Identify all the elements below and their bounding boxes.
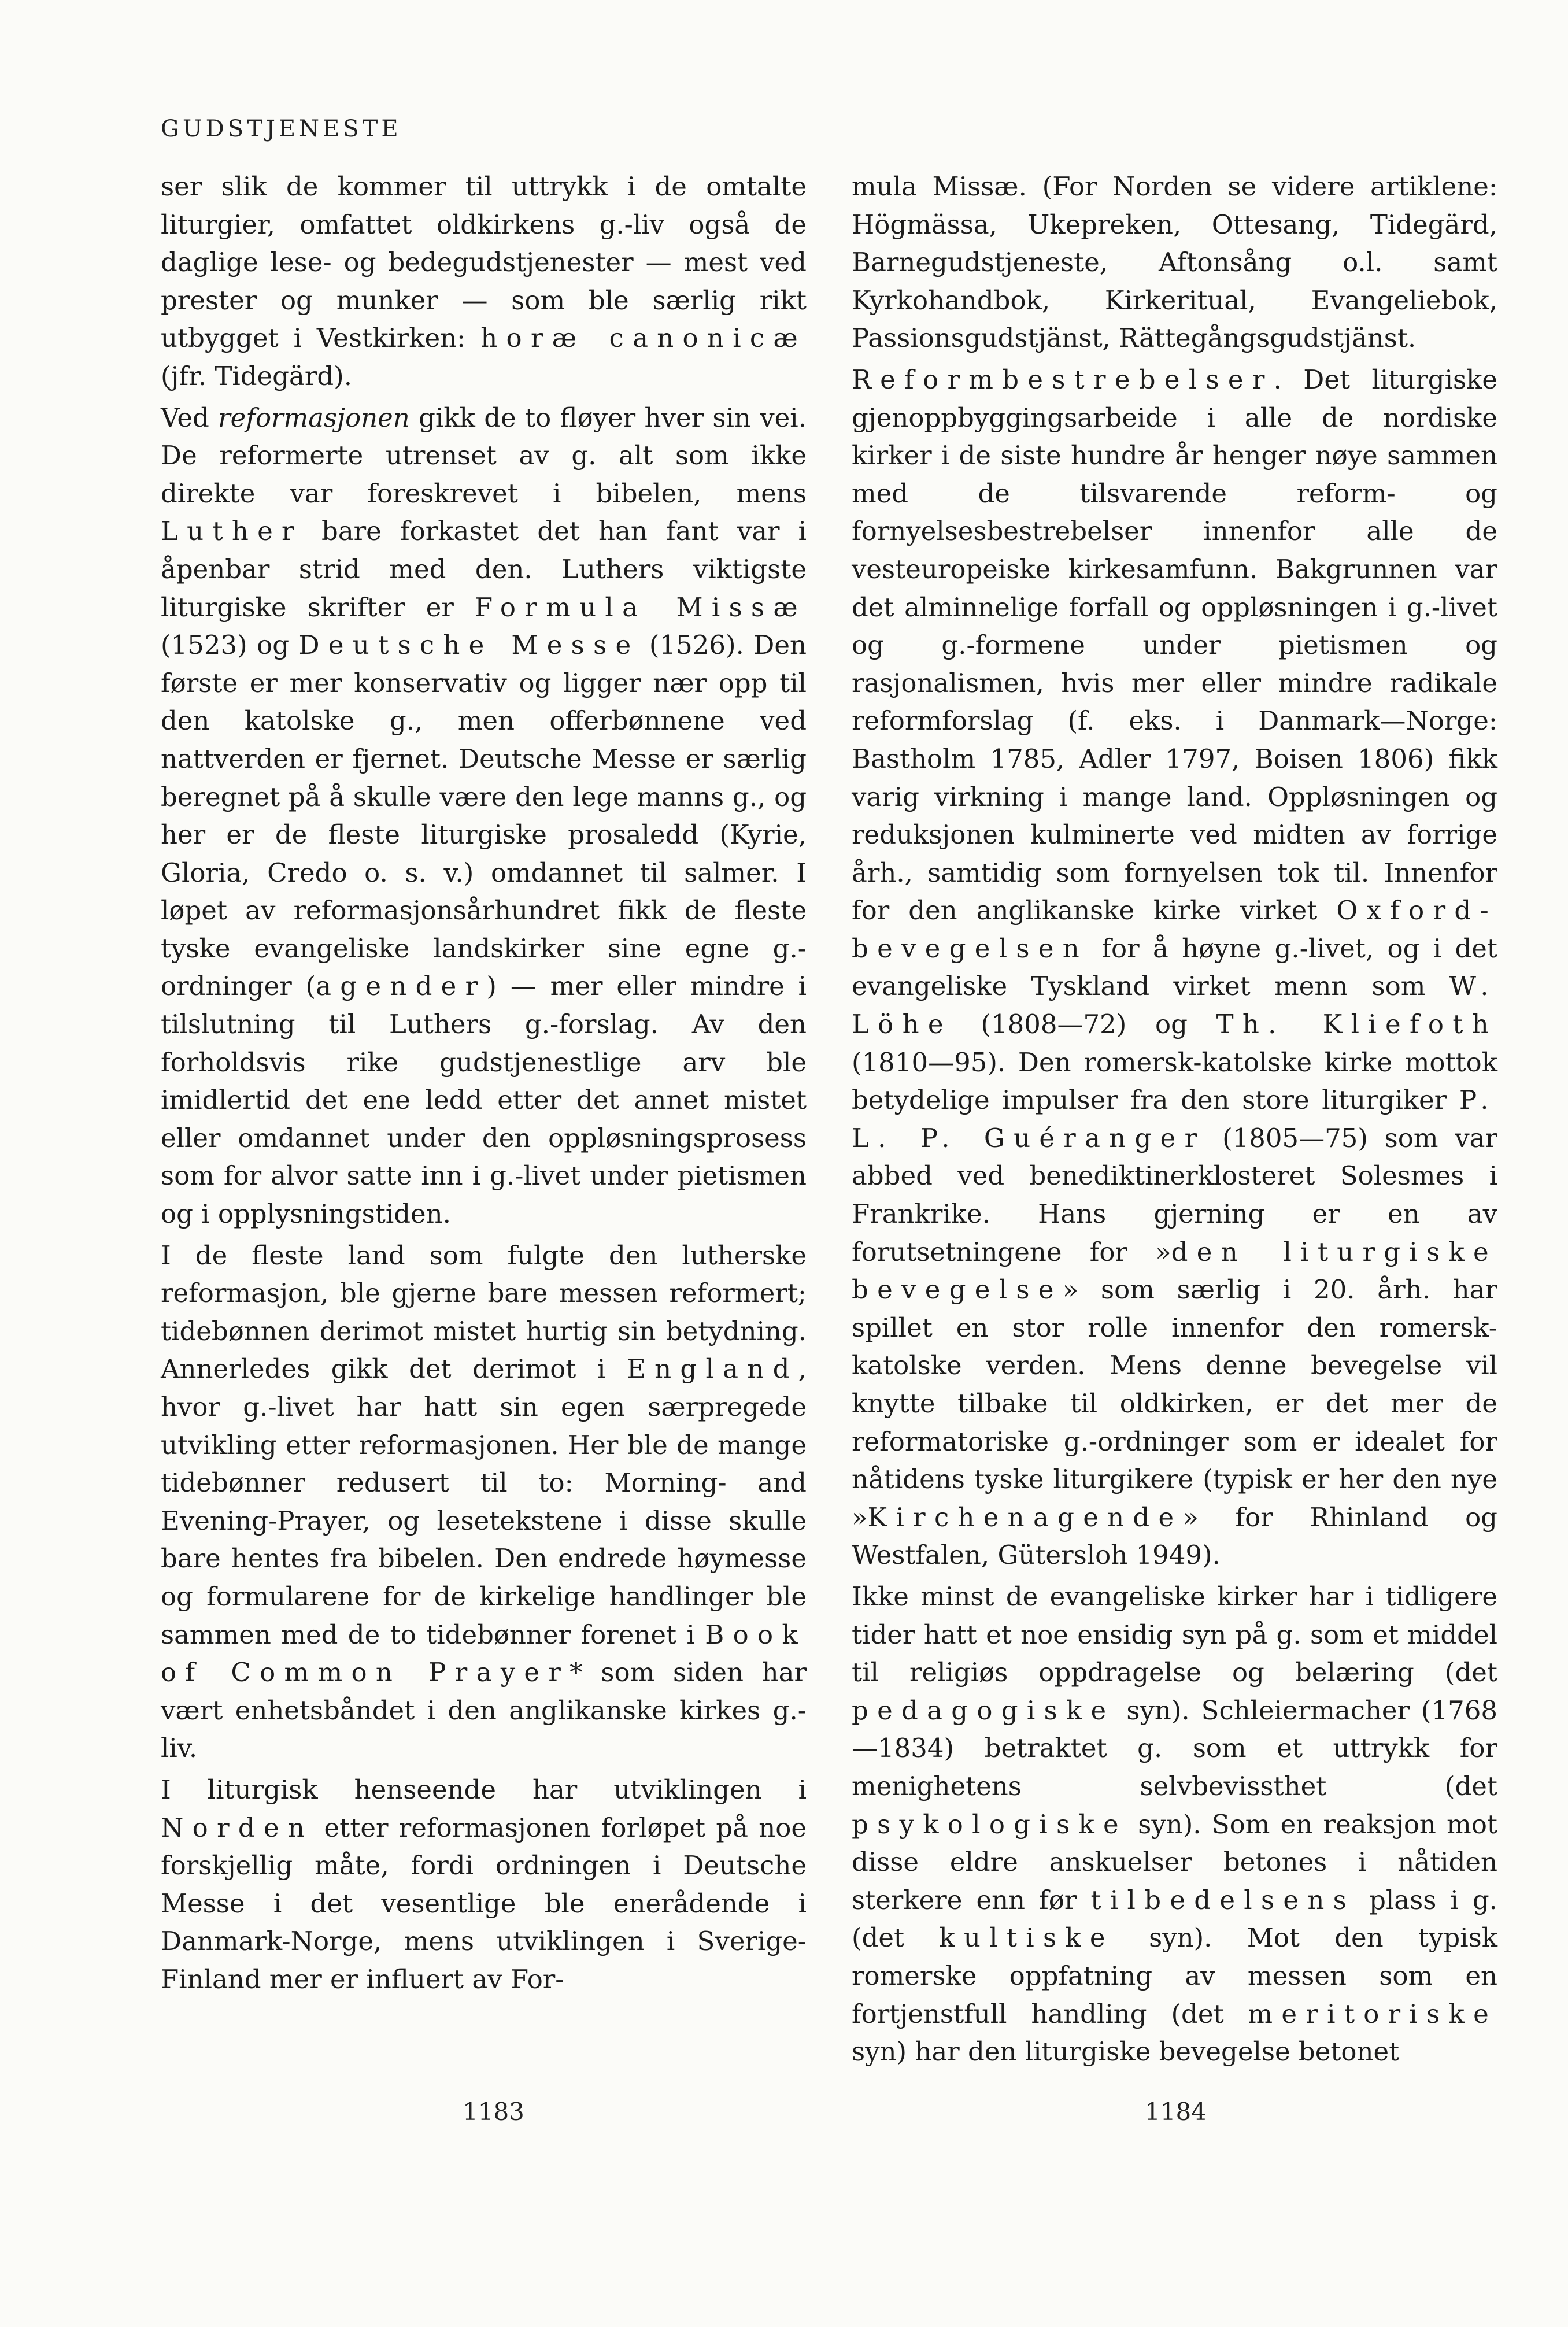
spaced-term: horæ canonicæ (480, 323, 807, 354)
text-run: I liturgisk henseende har utviklingen i (161, 1774, 807, 1805)
text-run: plass i g. (det (852, 1884, 1497, 1954)
spaced-term: Formula Missæ (474, 591, 807, 623)
text-run: mula Missæ. (For Norden se videre artiklene: Högmässa, Ukepreken, Ottesang, Tidegärd, Barnegudstjeneste, Aftonsång o.l. samt Kyrkohandbok, Kirkeritual, Evangeliebok, Passionsgudstjänst, Rättegångsgudstjänst. (852, 171, 1497, 354)
spaced-term: kultiske (939, 1922, 1114, 1954)
spaced-term: Book of Common Prayer (161, 1619, 807, 1688)
text-run: Ikke minst de evangeliske kirker har i tidligere tider hatt et noe ensidig syn på g. som et middel til religiøs oppdragelse og belæring (det (852, 1581, 1497, 1688)
text-run: (1523) og (161, 630, 299, 661)
page-number-right: 1184 (1145, 2097, 1207, 2126)
spaced-term: pedagogiske (852, 1695, 1115, 1726)
spaced-term: den liturgiske bevegelse (852, 1236, 1497, 1305)
text-run: ser slik de kommer til uttrykk i de omtalte liturgier, omfattet oldkirkens g.-liv også de daglige lese- og bedegudstjenester — mest ved prester og munker — som ble særlig rikt utbygget i Vestkirken: (161, 171, 807, 354)
spaced-term: Reformbestrebelser (852, 364, 1274, 395)
running-head: GUDSTJENESTE (161, 116, 402, 142)
spaced-term: W. Löhe (852, 971, 1497, 1040)
text-run: (1808—72) og (952, 1009, 1216, 1040)
text-run: syn). Mot den typisk romerske oppfatning av messen som en fortjenstfull handling (det (852, 1922, 1497, 2029)
spaced-term: agender (316, 971, 487, 1002)
italic-term: reformasjonen (218, 402, 410, 433)
text-run: bare forkastet det han fant var i åpenbar strid med den. Luthers viktigste liturgiske skrifter er (161, 516, 807, 623)
text-run: (1805—75) som var abbed ved benediktinerklosteret Solesmes i Frankrike. Hans gjerning er en av forutsetningene for » (852, 1122, 1497, 1267)
paragraph (161, 1237, 807, 1767)
text-run: etter reformasjonen forløpet på noe forskjellig måte, fordi ordningen i Deutsche Messe i det vesentlige ble enerådende i Danmark-Norge, mens utviklingen i Sverige-Finland mer er influert av For- (161, 1812, 807, 1995)
text-run: , hvor g.-livet har hatt sin egen særpregede utvikling etter reformasjonen. Her ble de mange tidebønner redusert til to: Morning- and Evening-Prayer, og lesetekstene i disse skulle bare hentes fra bibelen. Den endrede høymesse og formularene for de kirkelige handlinger ble sammen med de to tidebønner forenet i (161, 1353, 807, 1650)
spaced-term: Th. Kliefoth (1216, 1009, 1497, 1040)
text-run: gikk de to fløyer hver sin vei. De reformerte utrenset av g. alt som ikke direkte var foreskrevet i bibelen, mens (161, 402, 807, 509)
text-run: (1810—95). Den romersk-katolske kirke mottok betydelige impulser fra den store liturgiker (852, 1046, 1497, 1116)
text-run: (jfr. Tidegärd). (161, 360, 352, 391)
paragraph (161, 1771, 807, 1999)
spaced-term: Luther (161, 516, 303, 547)
text-run: syn). Som en reaksjon mot disse eldre anskuelser betones i nåtiden sterkere enn før (852, 1808, 1497, 1915)
text-run: Ved (161, 402, 219, 433)
paragraph (852, 168, 1497, 357)
text-run: for å høyne g.-livet, og i det evangeliske Tyskland virket menn som (852, 933, 1497, 1002)
text-run: » som særlig i 20. årh. har spillet en stor rolle innenfor den romersk-katolske verden. Mens denne bevegelse vil knytte tilbake til oldkirken, er det mer de reformatoriske g.-ordninger som er idealet for nåtidens tyske liturgikere (typisk er her den nye » (852, 1274, 1497, 1533)
spaced-term: psykologiske (852, 1808, 1127, 1840)
spaced-term: meritoriske (1248, 1998, 1497, 2029)
text-run: syn) har den liturgiske bevegelse betonet (852, 2036, 1400, 2067)
spaced-term: tilbedelsens (1090, 1884, 1356, 1915)
paragraph (161, 399, 807, 1233)
text-run: » for Rhinland og Westfalen, Gütersloh 1949). (852, 1501, 1497, 1571)
spaced-term: England (626, 1353, 798, 1385)
paragraph (852, 361, 1497, 1574)
spaced-term: Kirchenagende (867, 1501, 1183, 1533)
paragraph (161, 168, 807, 395)
text-run: . Det liturgiske gjenoppbyggingsarbeide i alle de nordiske kirker i de siste hundre år henger nøye sammen med de tilsvarende reform- og fornyelsesbestrebelser innenfor alle de vesteuropeiske kirkesamfunn. Bakgrunnen var det alminnelige forfall og oppløsningen i g.-livet og g.-formene under pietismen og rasjonalismen, hvis mer eller mindre radikale reformforslag (f. eks. i Danmark—Norge: Bastholm 1785, Adler 1797, Boisen 1806) fikk varig virkning i mange land. Oppløsningen og reduksjonen kulminerte ved midten av forrige årh., samtidig som fornyelsen tok til. Innenfor for den anglikanske kirke virket (852, 364, 1497, 926)
text-run: (1526). Den første er mer konservativ og ligger nær opp til den katolske g., men offerbønnene ved nattverden er fjernet. Deutsche Messe er særlig beregnet på å skulle være den lege manns g., og her er de fleste liturgiske prosaledd (Kyrie, Gloria, Credo o. s. v.) omdannet til salmer. I løpet av reformasjonsårhundret fikk de fleste tyske evangeliske landskirker sine egne g.-ordninger ( (161, 630, 807, 1002)
text-run: syn). Schleiermacher (1768—1834) betraktet g. som et uttrykk for menighetens selvbevissthet (det (852, 1695, 1497, 1801)
paragraph (852, 1578, 1497, 2071)
spaced-term: Norden (161, 1812, 314, 1843)
spaced-term: Oxford-bevegelsen (852, 895, 1497, 964)
text-run: I de fleste land som fulgte den lutherske reformasjon, ble gjerne bare messen reformert; tidebønnen derimot mistet hurtig sin betydning. Annerledes gikk det derimot i (161, 1240, 807, 1385)
page-number-left: 1183 (463, 2097, 524, 2126)
right-column (852, 168, 1497, 2071)
spaced-term: Deutsche Messe (298, 630, 640, 661)
spaced-term: P. L. P. Guéranger (852, 1085, 1497, 1153)
text-run: ) — mer eller mindre i tilslutning til Luthers g.-forslag. Av den forholdsvis rike gudstjenestlige arv ble imidlertid det ene ledd etter det annet mistet eller omdannet under den oppløsningsprosess som for alvor satte inn i g.-livet under pietismen og i opplysningstiden. (161, 971, 807, 1230)
text-run: * som siden har vært enhetsbåndet i den anglikanske kirkes g.-liv. (161, 1657, 807, 1764)
left-column (161, 168, 807, 1999)
